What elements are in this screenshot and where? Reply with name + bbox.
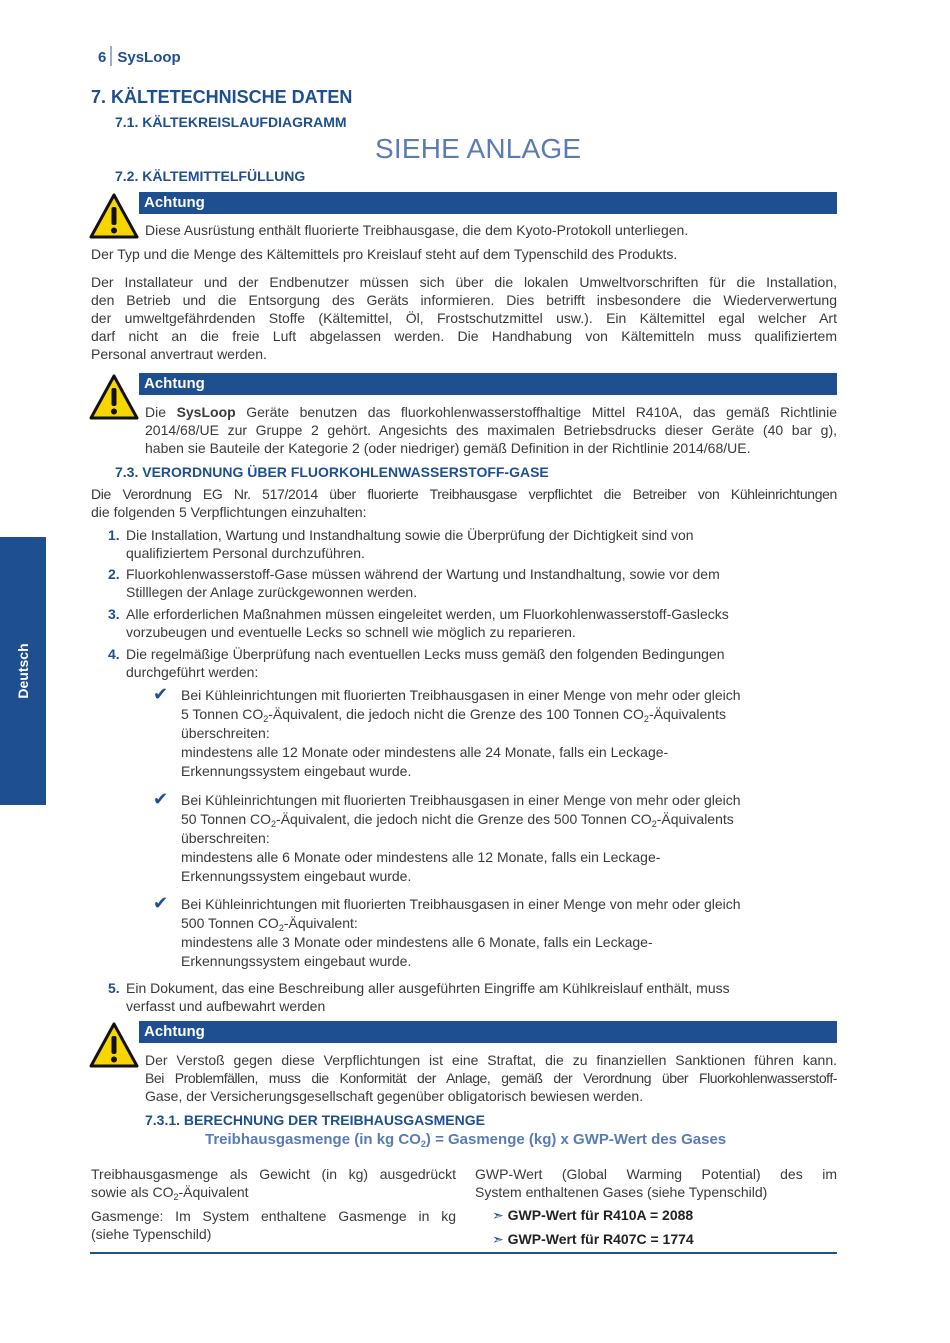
warning-text: [145, 1051, 837, 1105]
list-text: durchgeführt werden:: [126, 664, 259, 680]
paragraph-line: darf nicht an die freie Luft abgelassen werden. Die Handhabung von Kältemitteln muss qualifiziertem: [91, 328, 837, 344]
see-annex-note: SIEHE ANLAGE: [375, 133, 582, 164]
subscript: 2: [173, 1192, 179, 1202]
list-number: 3.: [108, 606, 120, 622]
text-run: -Äquivalent, die jedoch nicht die Grenze des 500 Tonnen CO: [276, 811, 652, 827]
paragraph-line: die folgenden 5 Verpflichtungen einzuhalten:: [91, 504, 367, 520]
subscript: 2: [651, 819, 657, 829]
gwp-text: GWP-Wert für R407C = 1774: [507, 1231, 694, 1247]
warning-label: Achtung: [144, 1023, 205, 1040]
warning-icon: [88, 192, 140, 240]
list-text: vorzubeugen und eventuelle Lecks so schnell wie möglich zu reparieren.: [126, 624, 576, 640]
text-run: Die: [145, 404, 177, 420]
list-number: 5.: [108, 980, 120, 996]
paragraph-line: Der Installateur und der Endbenutzer müssen sich über die lokalen Umweltvorschriften für die Installation,: [91, 274, 837, 290]
checkmark-icon: ✔: [153, 684, 169, 704]
check-text: [181, 810, 734, 828]
check-text: Erkennungssystem eingebaut wurde.: [181, 763, 412, 779]
gwp-value: [492, 1230, 694, 1248]
definition-line: Gasmenge: Im System enthaltene Gasmenge in kg: [91, 1208, 456, 1224]
text-run: -Äquivalent: [178, 1184, 249, 1200]
text-run: Geräte benutzen das fluorkohlenwasserstoffhaltige Mittel R410A, das gemäß Richtlinie: [235, 404, 837, 420]
page-number: 6: [98, 49, 107, 66]
check-text: [181, 914, 358, 932]
arrow-icon: ➣: [492, 1207, 504, 1223]
warning-line: Der Verstoß gegen diese Verpflichtungen ist eine Straftat, die zu finanziellen Sanktionen führen kann.: [145, 1052, 837, 1068]
warning-line: Gase, der Versicherungsgesellschaft gegenüber obligatorisch bewiesen werden.: [145, 1088, 644, 1104]
subsection-title-7-2: 7.2. KÄLTEMITTELFÜLLUNG: [115, 168, 306, 184]
check-text: Bei Kühleinrichtungen mit fluorierten Treibhausgasen in einer Menge von mehr oder gleich: [181, 792, 741, 808]
warning-icon: [88, 373, 140, 421]
language-tab-label: Deutsch: [15, 643, 31, 699]
check-text: [181, 705, 726, 723]
definition-line: [91, 1183, 456, 1201]
formula: [205, 1131, 726, 1149]
gwp-text: GWP-Wert für R410A = 2088: [507, 1207, 694, 1223]
text-run: sowie als CO: [91, 1184, 174, 1200]
paragraph-line: den Betrieb und die Entsorgung des Geräts informieren. Dies betrifft insbesondere die Wiederverwertung: [91, 292, 837, 308]
text-run: 50 Tonnen CO: [181, 811, 272, 827]
text-run: -Äquivalent, die jedoch nicht die Grenze des 100 Tonnen CO: [268, 706, 644, 722]
paragraph: Der Typ und die Menge des Kältemittels pro Kreislauf steht auf dem Typenschild des Produkts.: [91, 246, 678, 262]
paragraph-line: der umweltgefährdenden Stoffe (Kältemittel, Öl, Frostschutzmittel usw.). Ein Kältemittel egal welcher Art: [91, 310, 837, 326]
subscript: 2: [271, 819, 277, 829]
subscript: 2: [263, 714, 269, 724]
check-text: Bei Kühleinrichtungen mit fluorierten Treibhausgasen in einer Menge von mehr oder gleich: [181, 896, 741, 912]
product-name-inline: SysLoop: [176, 404, 236, 420]
subsection-title-7-3: 7.3. VERORDNUNG ÜBER FLUORKOHLENWASSERSTOFF-GASE: [115, 464, 549, 480]
warning-line: [145, 403, 837, 421]
warning-line: Bei Problemfällen, muss die Konformität der Anlage, gemäß der Verordnung über Fluorkohlenwasserstoff-: [145, 1070, 837, 1086]
check-text: mindestens alle 12 Monate oder mindestens alle 24 Monate, falls ein Leckage-: [181, 744, 669, 760]
checkmark-icon: ✔: [153, 789, 169, 809]
header-divider: [110, 46, 112, 66]
product-name: SysLoop: [117, 49, 181, 66]
paragraph: [91, 273, 837, 363]
subscript: 2: [278, 923, 284, 933]
check-text: Erkennungssystem eingebaut wurde.: [181, 868, 412, 884]
list-number: 1.: [108, 527, 120, 543]
text-run: -Äquivalent:: [283, 915, 358, 931]
list-text: Ein Dokument, das eine Beschreibung aller ausgeführten Eingriffe am Kühlkreislauf enthält, muss: [126, 980, 730, 996]
text-run: 500 Tonnen CO: [181, 915, 279, 931]
warning-line: 2014/68/UE zur Gruppe 2 gehört. Angesichts des maximalen Betriebsdrucks dieser Geräte (40 bar g),: [145, 422, 837, 438]
check-text: überschreiten:: [181, 725, 270, 741]
text-run: ) = Gasmenge (kg) x GWP-Wert des Gases: [425, 1131, 727, 1148]
list-text: Stilllegen der Anlage zurückgewonnen werden.: [126, 584, 418, 600]
list-text: qualifiziertem Personal durchzuführen.: [126, 545, 365, 561]
check-text: mindestens alle 3 Monate oder mindestens alle 6 Monate, falls ein Leckage-: [181, 934, 653, 950]
checkmark-icon: ✔: [153, 893, 169, 913]
subscript: 2: [643, 714, 649, 724]
definition-line: System enthaltenen Gases (siehe Typenschild): [475, 1184, 768, 1200]
list-number: 4.: [108, 646, 120, 662]
definition-left: [91, 1165, 456, 1201]
warning-text: [145, 403, 837, 457]
definition-left: [91, 1207, 456, 1243]
warning-bar: [139, 1021, 837, 1043]
list-text: Fluorkohlenwasserstoff-Gase müssen während der Wartung und Instandhaltung, sowie vor dem: [126, 566, 720, 582]
bottom-divider: [90, 1252, 837, 1254]
subsection-title-7-1: 7.1. KÄLTEKREISLAUFDIAGRAMM: [115, 114, 347, 130]
check-text: Bei Kühleinrichtungen mit fluorierten Treibhausgasen in einer Menge von mehr oder gleich: [181, 687, 741, 703]
check-text: überschreiten:: [181, 830, 270, 846]
list-text: Die Installation, Wartung und Instandhaltung sowie die Überprüfung der Dichtigkeit sind von: [126, 527, 694, 543]
list-text: Die regelmäßige Überprüfung nach eventuellen Lecks muss gemäß den folgenden Bedingungen: [126, 646, 725, 662]
subscript: 2: [420, 1139, 426, 1149]
arrow-icon: ➣: [492, 1231, 504, 1247]
list-number: 2.: [108, 566, 120, 582]
paragraph-line: Die Verordnung EG Nr. 517/2014 über fluorierte Treibhausgase verpflichtet die Betreiber von Kühleinrichtungen: [91, 486, 837, 502]
definition-line: Treibhausgasmenge als Gewicht (in kg) ausgedrückt: [91, 1166, 456, 1182]
text-run: -Äquivalents: [656, 811, 734, 827]
check-text: mindestens alle 6 Monate oder mindestens alle 12 Monate, falls ein Leckage-: [181, 849, 661, 865]
warning-icon: [88, 1021, 140, 1069]
subsection-title-7-3-1: 7.3.1. BERECHNUNG DER TREIBHAUSGASMENGE: [145, 1112, 485, 1128]
gwp-value: [492, 1206, 693, 1224]
definition-line: (siehe Typenschild): [91, 1226, 212, 1242]
list-text: Alle erforderlichen Maßnahmen müssen eingeleitet werden, um Fluorkohlenwasserstoff-Gaslecks: [126, 606, 729, 622]
warning-label: Achtung: [144, 375, 205, 392]
page-header: [98, 46, 181, 67]
text-run: Treibhausgasmenge (in kg CO: [205, 1131, 421, 1148]
text-run: 5 Tonnen CO: [181, 706, 264, 722]
definition-right: [475, 1165, 837, 1201]
warning-bar: [139, 192, 837, 214]
warning-line: haben sie Bauteile der Kategorie 2 (oder niedriger) gemäß Definition in der Richtlinie 2014/68/UE.: [145, 440, 751, 456]
list-text: verfasst und aufbewahrt werden: [126, 998, 326, 1014]
check-text: Erkennungssystem eingebaut wurde.: [181, 953, 412, 969]
definition-line: GWP-Wert (Global Warming Potential) des im: [475, 1166, 837, 1182]
paragraph: [91, 485, 837, 521]
warning-label: Achtung: [144, 194, 205, 211]
paragraph-line: Personal anvertraut werden.: [91, 346, 267, 362]
section-title: 7. KÄLTETECHNISCHE DATEN: [91, 87, 353, 107]
warning-bar: [139, 373, 837, 395]
language-tab[interactable]: [0, 537, 46, 805]
warning-text: Diese Ausrüstung enthält fluorierte Treibhausgase, die dem Kyoto-Protokoll unterliegen.: [145, 222, 689, 238]
text-run: -Äquivalents: [648, 706, 726, 722]
